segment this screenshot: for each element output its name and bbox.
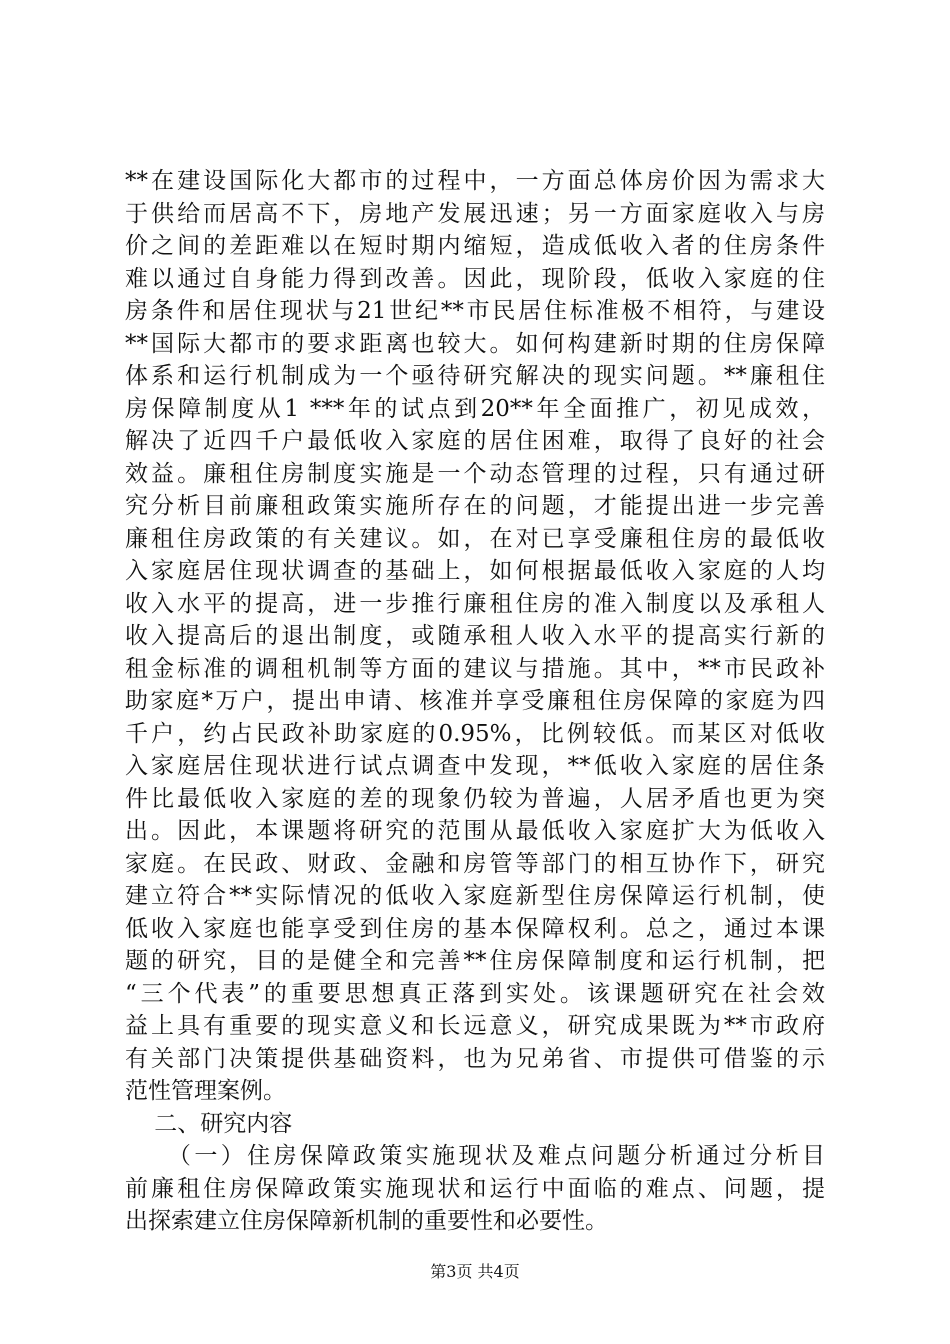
text-line: 廉租住房政策的有关建议。如，在对已享受廉租住房的最低收 (125, 525, 825, 552)
text-line: 低收入家庭也能享受到住房的基本保障权利。总之，通过本课 (125, 915, 825, 942)
text-line: 助家庭*万户，提出申请、核准并享受廉租住房保障的家庭为四 (125, 688, 825, 714)
text-line: 房条件和居住现状与21世纪**市民居住标准极不相符，与建设 (125, 298, 825, 324)
text-line: 难以通过自身能力得到改善。因此，现阶段，低收入家庭的住 (125, 265, 825, 292)
text-line: 收入水平的提高，进一步推行廉租住房的准入制度以及承租人 (125, 590, 825, 617)
text-line: “三个代表”的重要思想真正落到实处。该课题研究在社会效 (125, 980, 825, 1007)
text-line: 出。因此，本课题将研究的范围从最低收入家庭扩大为低收入 (125, 818, 825, 844)
text-line: 收入提高后的退出制度，或随承租人收入水平的提高实行新的 (125, 623, 825, 649)
text-line: 千户，约占民政补助家庭的0.95%，比例较低。而某区对低收 (125, 720, 825, 747)
text-line: （一）住房保障政策实施现状及难点问题分析通过分析目 (125, 1143, 825, 1169)
text-line: 益上具有重要的现实意义和长远意义，研究成果既为**市政府 (125, 1013, 825, 1039)
text-line: **国际大都市的要求距离也较大。如何构建新时期的住房保障 (125, 330, 825, 357)
text-line: 前廉租住房保障政策实施现状和运行中面临的难点、问题，提 (125, 1175, 825, 1202)
page-footer: 第3页 共4页 (430, 1262, 520, 1281)
text-line: 范性管理案例。 (125, 1078, 286, 1104)
text-line: 出探索建立住房保障新机制的重要性和必要性。 (125, 1208, 608, 1234)
text-line: **在建设国际化大都市的过程中，一方面总体房价因为需求大 (125, 168, 825, 194)
text-line: 家庭。在民政、财政、金融和房管等部门的相互协作下，研究 (125, 850, 825, 877)
text-line: 有关部门决策提供基础资料，也为兄弟省、市提供可借鉴的示 (125, 1045, 825, 1072)
body-text (125, 165, 825, 1238)
text-line: 体系和运行机制成为一个亟待研究解决的现实问题。**廉租住 (125, 363, 825, 389)
text-line: 件比最低收入家庭的差的现象仍较为普遍，人居矛盾也更为突 (125, 785, 825, 812)
text-line: 租金标准的调租机制等方面的建议与措施。其中，**市民政补 (125, 655, 825, 682)
text-line: 题的研究，目的是健全和完善**住房保障制度和运行机制，把 (125, 948, 825, 974)
text-line: 房保障制度从1 ***年的试点到20**年全面推广，初见成效， (125, 395, 825, 422)
text-line: 建立符合**实际情况的低收入家庭新型住房保障运行机制，使 (125, 883, 825, 909)
text-line: 入家庭居住现状进行试点调查中发现，**低收入家庭的居住条 (125, 753, 825, 779)
text-line: 解决了近四千户最低收入家庭的居住困难，取得了良好的社会 (125, 428, 825, 454)
text-line: 究分析目前廉租政策实施所存在的问题，才能提出进一步完善 (125, 493, 825, 519)
text-line: 入家庭居住现状调查的基础上，如何根据最低收入家庭的人均 (125, 558, 825, 584)
text-line: 效益。廉租住房制度实施是一个动态管理的过程，只有通过研 (125, 460, 825, 487)
text-line: 价之间的差距难以在短时期内缩短，造成低收入者的住房条件 (125, 233, 825, 259)
text-line: 于供给而居高不下，房地产发展迅速；另一方面家庭收入与房 (125, 200, 825, 227)
text-line: 二、研究内容 (125, 1110, 293, 1137)
